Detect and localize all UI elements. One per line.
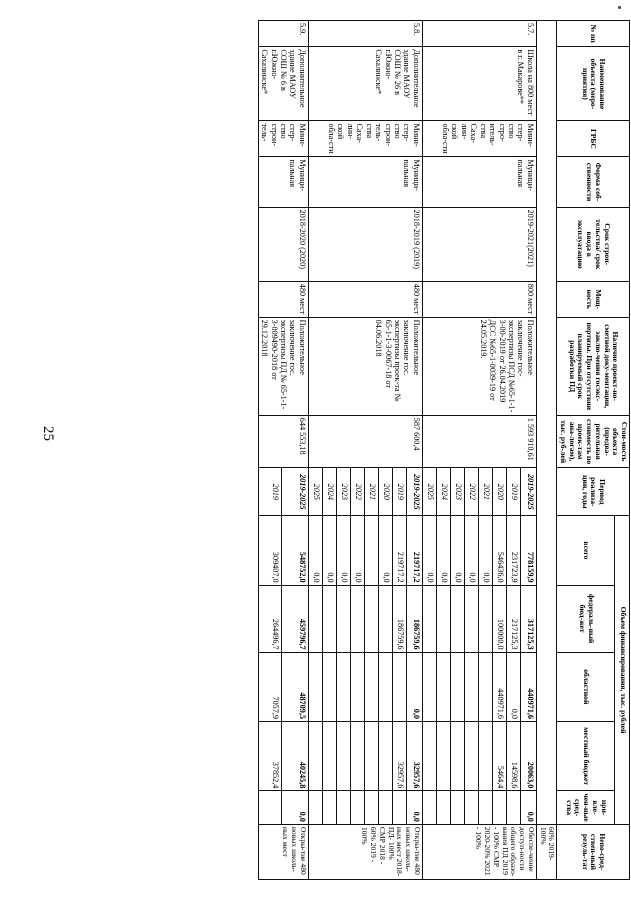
col-period-build: Срок строи-тельства/ срок ввода в эксплуатацию — [557, 207, 630, 281]
table-rotation — [90, 20, 630, 880]
other-cell — [392, 791, 406, 824]
regional-cell — [378, 652, 392, 721]
local-cell — [350, 721, 364, 790]
local-cell: 40245,8 — [282, 721, 309, 790]
year-cell: 2023 — [450, 468, 464, 516]
object-name: Дополнительное здание МАОУ СОШ № 6 в г.Южно-Сахалинске* — [258, 47, 308, 121]
row-number: 5.8. — [308, 21, 422, 47]
total-cell — [364, 516, 378, 585]
year-cell: 2021 — [478, 468, 492, 516]
other-cell — [336, 791, 350, 824]
regional-cell — [436, 652, 450, 721]
year-cell: 2019-2025 — [406, 468, 422, 516]
year-cell: 2019-2025 — [520, 468, 536, 516]
federal-cell — [422, 585, 436, 652]
table-row — [282, 21, 309, 880]
other-cell — [350, 791, 364, 824]
total-cell: 0,0 — [478, 516, 492, 585]
object-name: Дополнительное здание МАОУ СОШ № 26 в г.Южно-Сахалинске* — [308, 47, 422, 121]
local-cell: 20063,0 — [520, 721, 536, 790]
regional-cell: 48709,5 — [282, 652, 309, 721]
year-cell: 2019-2025 — [282, 468, 309, 516]
regional-cell: 440971,6 — [492, 652, 506, 721]
other-cell — [258, 791, 281, 824]
total-cell: 0,0 — [322, 516, 336, 585]
total-cell: 231723,9 — [506, 516, 520, 585]
regional-cell: 7057,9 — [258, 652, 281, 721]
row-number: 5.9. — [258, 21, 308, 47]
local-cell — [478, 721, 492, 790]
federal-cell: 186759,6 — [392, 585, 406, 652]
total-cell: 0,0 — [336, 516, 350, 585]
col-capacity: Мощ-ность — [557, 281, 630, 317]
federal-cell — [350, 585, 364, 652]
local-cell — [436, 721, 450, 790]
regional-cell — [350, 652, 364, 721]
year-cell: 2024 — [322, 468, 336, 516]
total-cell: 0,0 — [464, 516, 478, 585]
federal-cell — [322, 585, 336, 652]
total-cell: 0,0 — [350, 516, 364, 585]
total-cell: 309407,0 — [258, 516, 281, 585]
prev-result-tail: 60% 2019- 100% — [536, 824, 556, 879]
col-design-docs: Наличие проект-но-сметной доку-ментации, заклю-чения госэкс-пертизы. При отсутствии планируемый срок разработки ПД — [557, 317, 630, 415]
regional-cell — [336, 652, 350, 721]
other-cell — [492, 791, 506, 824]
row-number: 5.7. — [422, 21, 536, 47]
page-number: 25 — [40, 426, 56, 441]
local-cell — [336, 721, 350, 790]
design-docs-cell: Положительное заключение гос-экспертизы ПСД №65-1-1-3-00-2019 от 26.04.2019 ДСС №65-1-0039-19 от 24.05.2019. — [422, 317, 536, 415]
regional-cell: 0,0 — [506, 652, 520, 721]
ownership-cell: Муници-пальная — [422, 157, 536, 207]
col-num: № пп — [557, 21, 630, 47]
col-total: всего — [557, 516, 615, 585]
col-name: Наименование объекта (меро-приятия) — [557, 47, 630, 121]
local-cell — [464, 721, 478, 790]
col-financing: Объем финансирования, тыс. рублей — [615, 516, 630, 825]
local-cell — [322, 721, 336, 790]
total-cell: 0,0 — [378, 516, 392, 585]
local-cell — [450, 721, 464, 790]
table-row — [520, 21, 536, 880]
year-cell: 2025 — [308, 468, 322, 516]
rotated-table-wrapper — [90, 20, 631, 877]
other-cell — [436, 791, 450, 824]
regional-cell — [392, 652, 406, 721]
result-cell: Откры-тие 480 новых школь-ных мест 2018-ПД- 100% СМР 2018 - 60% 2019 - 100% — [308, 824, 422, 879]
other-cell — [322, 791, 336, 824]
prev-row-tail — [536, 21, 556, 880]
federal-cell — [308, 585, 322, 652]
regional-cell — [322, 652, 336, 721]
year-cell: 2023 — [336, 468, 350, 516]
grbs-cell: Мини-стер-ство строи-тель- — [258, 121, 308, 157]
col-period-impl: Период реализа-ции, годы — [557, 468, 630, 516]
table-header — [536, 21, 629, 880]
federal-cell — [436, 585, 450, 652]
federal-cell — [364, 585, 378, 652]
table-row — [406, 21, 422, 880]
build-period-cell: 2019-2021(2021) — [422, 207, 536, 281]
year-cell: 2025 — [422, 468, 436, 516]
year-cell: 2022 — [464, 468, 478, 516]
capacity-cell: 480 мест — [258, 281, 308, 317]
other-cell — [450, 791, 464, 824]
local-cell — [308, 721, 322, 790]
cost-cell: 644 553,18 — [258, 415, 308, 468]
col-federal: федераль-ный бюд-жет — [557, 585, 615, 652]
local-cell — [364, 721, 378, 790]
object-name: Школа на 800 мест в г. Макарове** — [422, 47, 536, 121]
regional-cell — [364, 652, 378, 721]
federal-cell — [464, 585, 478, 652]
regional-cell — [422, 652, 436, 721]
local-cell: 5464,4 — [492, 721, 506, 790]
total-cell: 0,0 — [450, 516, 464, 585]
total-cell: 0,0 — [436, 516, 450, 585]
regional-cell — [450, 652, 464, 721]
year-cell: 2021 — [364, 468, 378, 516]
regional-cell — [478, 652, 492, 721]
col-grbs: ГРБС — [557, 121, 630, 157]
federal-cell: 264496,7 — [258, 585, 281, 652]
other-cell — [478, 791, 492, 824]
result-cell: Откры-тие 480 новых школь-ных мест — [258, 824, 308, 879]
regional-cell — [308, 652, 322, 721]
local-cell — [378, 721, 392, 790]
local-cell — [422, 721, 436, 790]
build-period-cell: 2018-2020 (2020) — [258, 207, 308, 281]
other-cell: 0,0 — [282, 791, 309, 824]
total-cell: 0,0 — [422, 516, 436, 585]
regional-cell: 0,0 — [406, 652, 422, 721]
total-cell: 0,0 — [308, 516, 322, 585]
cost-cell: 587 600,4 — [308, 415, 422, 468]
regional-cell: 440971,6 — [520, 652, 536, 721]
grbs-cell: Мини-стер-ство строи-тель-ства Саха-лин-ской обла-сти — [308, 121, 422, 157]
year-cell: 2019 — [506, 468, 520, 516]
other-cell — [364, 791, 378, 824]
grbs-cell: Мини-стер-ство стро-итель-ства Саха-лин-ской обла-сти — [422, 121, 536, 157]
federal-cell: 317125,3 — [520, 585, 536, 652]
total-cell: 219717,2 — [406, 516, 422, 585]
scan-speck — [618, 6, 621, 9]
col-regional: областной — [557, 652, 615, 721]
other-cell — [506, 791, 520, 824]
other-cell — [464, 791, 478, 824]
regional-cell — [464, 652, 478, 721]
col-result: Непо-сред-ствен-ный резуль-тат — [557, 824, 630, 879]
cost-cell: 1 593 910,61 — [422, 415, 536, 468]
other-cell: 0,0 — [520, 791, 536, 824]
local-cell: 14598,6 — [506, 721, 520, 790]
total-cell: 219717,2 — [392, 516, 406, 585]
other-cell — [308, 791, 322, 824]
federal-cell — [450, 585, 464, 652]
other-cell — [422, 791, 436, 824]
year-cell: 2024 — [436, 468, 450, 516]
year-cell: 2020 — [492, 468, 506, 516]
total-cell: 548752,0 — [282, 516, 309, 585]
local-cell: 32957,6 — [406, 721, 422, 790]
col-cost: Стои-мость объекта (предва-рительная стоимость по проек-там ана-логам), тыс. руб-лей — [557, 415, 630, 468]
federal-cell — [336, 585, 350, 652]
financing-table — [258, 20, 630, 880]
other-cell — [378, 791, 392, 824]
build-period-cell: 2018-2019 (2019) — [308, 207, 422, 281]
federal-cell — [378, 585, 392, 652]
ownership-cell: Муници-пальная — [308, 157, 422, 207]
total-cell: 778159,9 — [520, 516, 536, 585]
federal-cell — [478, 585, 492, 652]
federal-cell: 186759,6 — [406, 585, 422, 652]
col-other: при-вле-чен-ные сред-ства — [557, 791, 615, 824]
year-cell: 2019 — [258, 468, 281, 516]
design-docs-cell: Положительное заключение гос. экспертизы проек-та № 65-1-1-3-0067-18 от 04.06.2018 — [308, 317, 422, 415]
capacity-cell: 480 мест — [308, 281, 422, 317]
col-ownership: Форма соб-ственности — [557, 157, 630, 207]
total-cell: 546436,0 — [492, 516, 506, 585]
federal-cell: 459796,7 — [282, 585, 309, 652]
col-local: местный бюджет — [557, 721, 615, 790]
ownership-cell: Муници-пальная — [258, 157, 308, 207]
year-cell: 2019 — [392, 468, 406, 516]
local-cell: 32957,6 — [392, 721, 406, 790]
federal-cell: 217125,3 — [506, 585, 520, 652]
year-cell: 2020 — [378, 468, 392, 516]
result-cell: Обеспе-чение доступ-ности общего образо-вания ПД 2019 - 100% СМР 2020-20% 2021 - 100% — [422, 824, 536, 879]
year-cell: 2022 — [350, 468, 364, 516]
other-cell: 0,0 — [406, 791, 422, 824]
table-body — [258, 21, 536, 880]
design-docs-cell: Положительное заключение гос. экспертизы ПД № 65-1-1-3-009490-2018 от 29.12.2018 — [258, 317, 308, 415]
federal-cell: 100000,0 — [492, 585, 506, 652]
local-cell: 37852,4 — [258, 721, 281, 790]
capacity-cell: 800 мест — [422, 281, 536, 317]
